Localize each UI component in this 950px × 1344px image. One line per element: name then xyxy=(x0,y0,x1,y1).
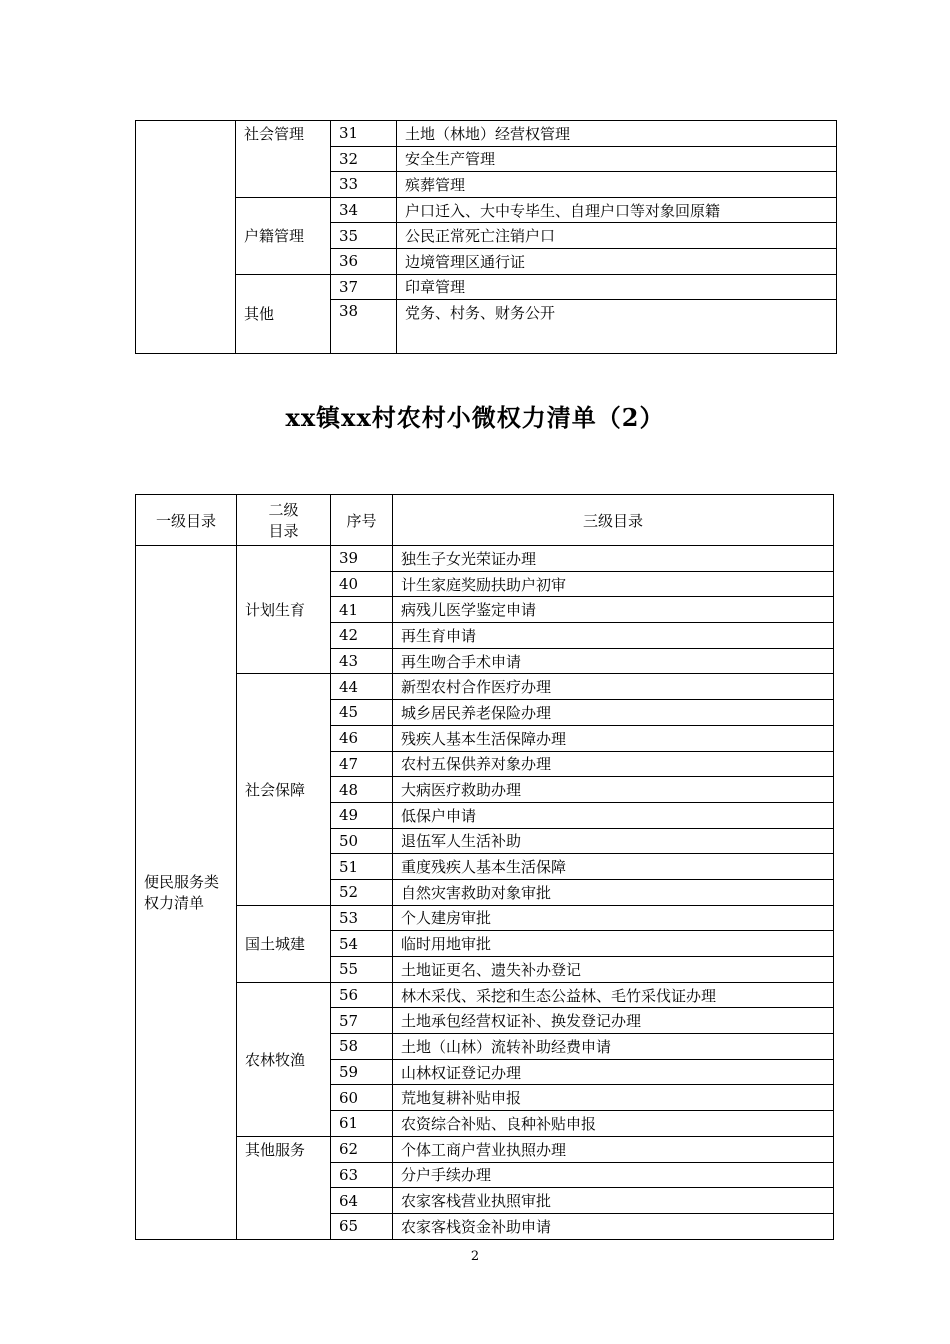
header-seq: 序号 xyxy=(331,495,393,546)
document-title: xx镇xx村农村小微权力清单（2） xyxy=(285,403,665,432)
item-cell: 自然灾害救助对象审批 xyxy=(393,879,834,905)
seq-cell: 37 xyxy=(331,274,397,300)
item-cell: 印章管理 xyxy=(397,274,837,300)
seq-cell: 62 xyxy=(331,1136,393,1162)
seq-cell: 39 xyxy=(331,546,393,572)
item-cell: 退伍军人生活补助 xyxy=(393,828,834,854)
level2-cell: 农林牧渔 xyxy=(237,982,331,1136)
item-cell: 林木采伐、采挖和生态公益林、毛竹采伐证办理 xyxy=(393,982,834,1008)
header-level2-line1: 二级 xyxy=(268,501,299,519)
table-row xyxy=(136,905,834,931)
seq-cell: 60 xyxy=(331,1085,393,1111)
seq-cell: 64 xyxy=(331,1188,393,1214)
level2-cell: 社会管理 xyxy=(236,121,331,198)
header-level2-line2: 目录 xyxy=(268,522,299,540)
seq-cell: 63 xyxy=(331,1162,393,1188)
seq-cell: 33 xyxy=(331,172,397,198)
item-cell: 土地（山林）流转补助经费申请 xyxy=(393,1034,834,1060)
seq-cell: 49 xyxy=(331,802,393,828)
seq-cell: 45 xyxy=(331,700,393,726)
item-cell: 殡葬管理 xyxy=(397,172,837,198)
level2-cell: 其他服务 xyxy=(237,1136,331,1239)
seq-cell: 53 xyxy=(331,905,393,931)
seq-cell: 54 xyxy=(331,931,393,957)
seq-cell: 59 xyxy=(331,1059,393,1085)
seq-cell: 58 xyxy=(331,1034,393,1060)
item-cell: 再生育申请 xyxy=(393,623,834,649)
level2-cell: 其他 xyxy=(236,274,331,354)
seq-cell: 43 xyxy=(331,648,393,674)
table-row xyxy=(136,546,834,572)
level2-cell: 计划生育 xyxy=(237,546,331,674)
seq-cell: 48 xyxy=(331,777,393,803)
level2-cell: 社会保障 xyxy=(237,674,331,905)
seq-cell: 56 xyxy=(331,982,393,1008)
item-cell: 独生子女光荣证办理 xyxy=(393,546,834,572)
item-cell: 个人建房审批 xyxy=(393,905,834,931)
item-cell: 土地（林地）经营权管理 xyxy=(397,121,837,147)
item-cell: 安全生产管理 xyxy=(397,146,837,172)
seq-cell: 38 xyxy=(331,300,397,354)
seq-cell: 42 xyxy=(331,623,393,649)
seq-cell: 52 xyxy=(331,879,393,905)
seq-cell: 41 xyxy=(331,597,393,623)
level2-cell: 户籍管理 xyxy=(236,197,331,274)
header-level3: 三级目录 xyxy=(393,495,834,546)
seq-cell: 36 xyxy=(331,248,397,274)
item-cell: 土地承包经营权证补、换发登记办理 xyxy=(393,1008,834,1034)
table-row xyxy=(136,982,834,1008)
seq-cell: 57 xyxy=(331,1008,393,1034)
seq-cell: 65 xyxy=(331,1213,393,1239)
item-cell: 边境管理区通行证 xyxy=(397,248,837,274)
item-cell: 城乡居民养老保险办理 xyxy=(393,700,834,726)
item-cell: 大病医疗救助办理 xyxy=(393,777,834,803)
seq-cell: 40 xyxy=(331,571,393,597)
item-cell: 再生吻合手术申请 xyxy=(393,648,834,674)
table-header-row xyxy=(136,495,834,546)
continued-table xyxy=(135,120,837,354)
table-row xyxy=(136,1136,834,1162)
item-cell: 土地证更名、遗失补办登记 xyxy=(393,957,834,983)
level1-cell xyxy=(136,546,237,1240)
seq-cell: 51 xyxy=(331,854,393,880)
item-cell: 临时用地审批 xyxy=(393,931,834,957)
item-cell: 户口迁入、大中专毕生、自理户口等对象回原籍 xyxy=(397,197,837,223)
seq-cell: 35 xyxy=(331,223,397,249)
table-row xyxy=(136,674,834,700)
seq-cell: 32 xyxy=(331,146,397,172)
level1-cell-empty xyxy=(136,121,236,354)
item-cell: 新型农村合作医疗办理 xyxy=(393,674,834,700)
item-cell: 重度残疾人基本生活保障 xyxy=(393,854,834,880)
item-cell: 山林权证登记办理 xyxy=(393,1059,834,1085)
header-level2 xyxy=(237,495,331,546)
seq-cell: 61 xyxy=(331,1111,393,1137)
item-cell: 病残儿医学鉴定申请 xyxy=(393,597,834,623)
item-cell: 党务、村务、财务公开 xyxy=(397,300,837,354)
seq-cell: 47 xyxy=(331,751,393,777)
page-number: 2 xyxy=(470,1249,480,1264)
item-cell: 农家客栈营业执照审批 xyxy=(393,1188,834,1214)
item-cell: 农家客栈资金补助申请 xyxy=(393,1213,834,1239)
seq-cell: 34 xyxy=(331,197,397,223)
seq-cell: 44 xyxy=(331,674,393,700)
item-cell: 残疾人基本生活保障办理 xyxy=(393,725,834,751)
level2-cell: 国土城建 xyxy=(237,905,331,982)
item-cell: 个体工商户营业执照办理 xyxy=(393,1136,834,1162)
item-cell: 农资综合补贴、良种补贴申报 xyxy=(393,1111,834,1137)
item-cell: 计生家庭奖励扶助户初审 xyxy=(393,571,834,597)
power-list-table xyxy=(135,494,834,1240)
item-cell: 公民正常死亡注销户口 xyxy=(397,223,837,249)
header-level1: 一级目录 xyxy=(136,495,237,546)
seq-cell: 50 xyxy=(331,828,393,854)
seq-cell: 55 xyxy=(331,957,393,983)
seq-cell: 31 xyxy=(331,121,397,147)
item-cell: 荒地复耕补贴申报 xyxy=(393,1085,834,1111)
level1-line2: 权力清单 xyxy=(144,894,205,913)
level1-line1: 便民服务类 xyxy=(144,873,220,892)
item-cell: 分户手续办理 xyxy=(393,1162,834,1188)
seq-cell: 46 xyxy=(331,725,393,751)
item-cell: 低保户申请 xyxy=(393,802,834,828)
item-cell: 农村五保供养对象办理 xyxy=(393,751,834,777)
